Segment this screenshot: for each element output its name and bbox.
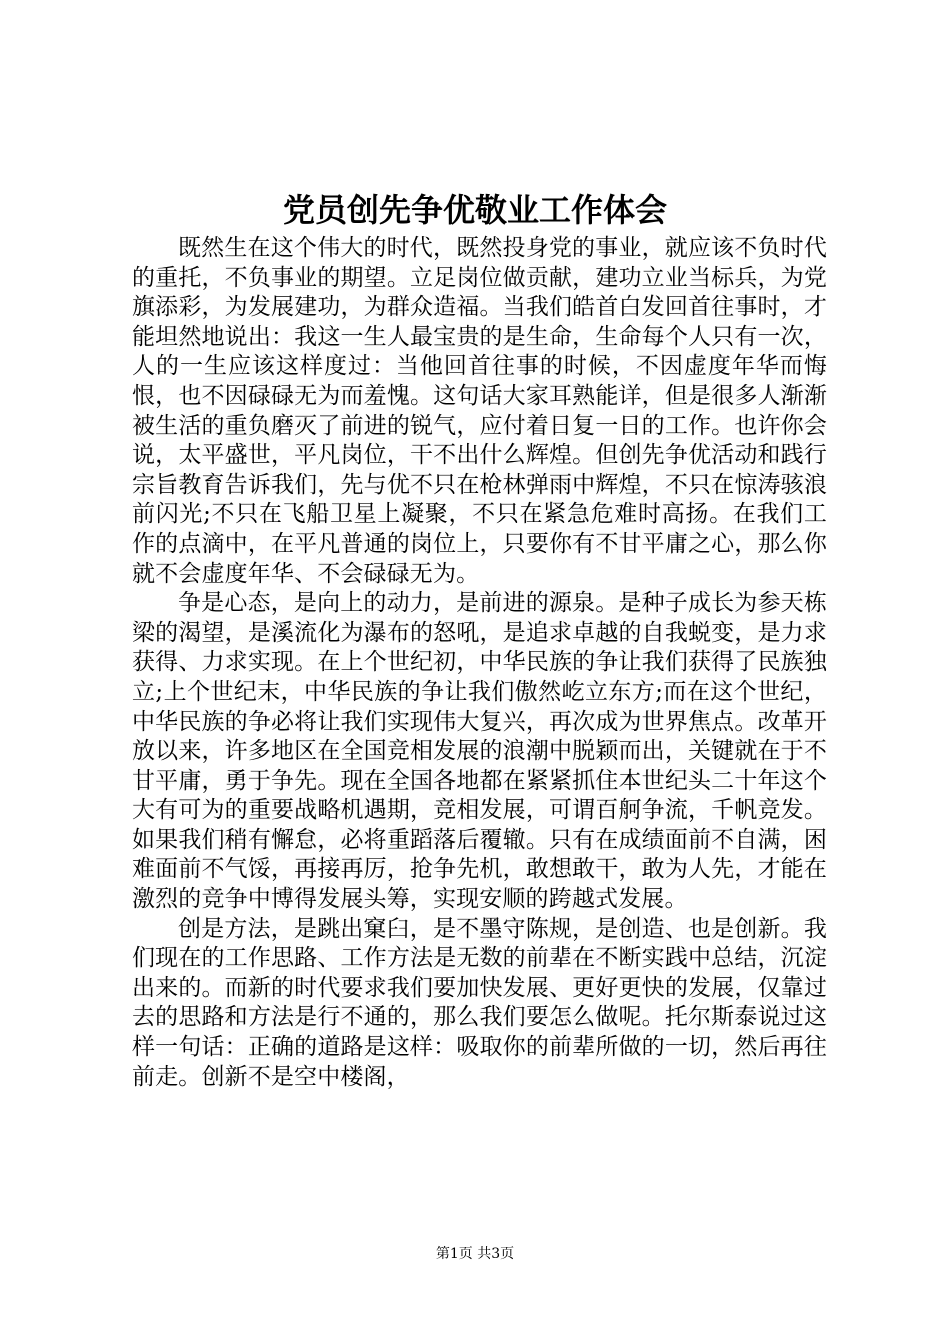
page-number-footer: 第1页 共3页 (435, 1246, 515, 1262)
body-paragraph: 既然生在这个伟大的时代，既然投身党的事业，就应该不负时代的重托，不负事业的期望。立足岗位做贡献，建功立业当标兵，为党旗添彩，为发展建功，为群众造福。当我们皓首白发回首往事时，才能坦然地说出：我这一生人最宝贵的是生命，生命每个人只有一次，人的一生应该这样度过：当他回首往事的时候，不因虚度年华而悔恨，也不因碌碌无为而羞愧。这句话大家耳熟能详，但是很多人渐渐被生活的重负磨灭了前进的锐气，应付着日复一日的工作。也许你会说，太平盛世，平凡岗位，干不出什么辉煌。但创先争优活动和践行宗旨教育告诉我们，先与优不只在枪林弹雨中辉煌，不只在惊涛骇浪前闪光;不只在飞船卫星上凝聚，不只在紧急危难时高扬。在我们工作的点滴中，在平凡普通的岗位上，只要你有不甘平庸之心，那么你就不会虚度年华、不会碌碌无为。 (132, 235, 827, 587)
document-title: 党员创先争优敬业工作体会 (282, 191, 667, 229)
document-body (132, 234, 827, 1092)
body-paragraph: 争是心态，是向上的动力，是前进的源泉。是种子成长为参天栋梁的渴望，是溪流化为瀑布的怒吼，是追求卓越的自我蜕变，是力求获得、力求实现。在上个世纪初，中华民族的争让我们获得了民族独立;上个世纪末，中华民族的争让我们傲然屹立东方;而在这个世纪，中华民族的争必将让我们实现伟大复兴，再次成为世界焦点。改革开放以来，许多地区在全国竞相发展的浪潮中脱颖而出，关键就在于不甘平庸，勇于争先。现在全国各地都在紧紧抓住本世纪头二十年这个大有可为的重要战略机遇期，竞相发展，可谓百舸争流，千帆竞发。如果我们稍有懈怠，必将重蹈落后覆辙。只有在成绩面前不自满，困难面前不气馁，再接再厉，抢争先机，敢想敢干，敢为人先，才能在激烈的竞争中博得发展头筹，实现安顺的跨越式发展。 (132, 590, 827, 913)
body-paragraph: 创是方法，是跳出窠臼，是不墨守陈规，是创造、也是创新。我们现在的工作思路、工作方法是无数的前辈在不断实践中总结，沉淀出来的。而新的时代要求我们要加快发展、更好更快的发展，仅靠过去的思路和方法是行不通的，那么我们要怎么做呢。托尔斯泰说过这样一句话：正确的道路是这样：吸取你的前辈所做的一切，然后再往前走。创新不是空中楼阁， (132, 915, 827, 1090)
